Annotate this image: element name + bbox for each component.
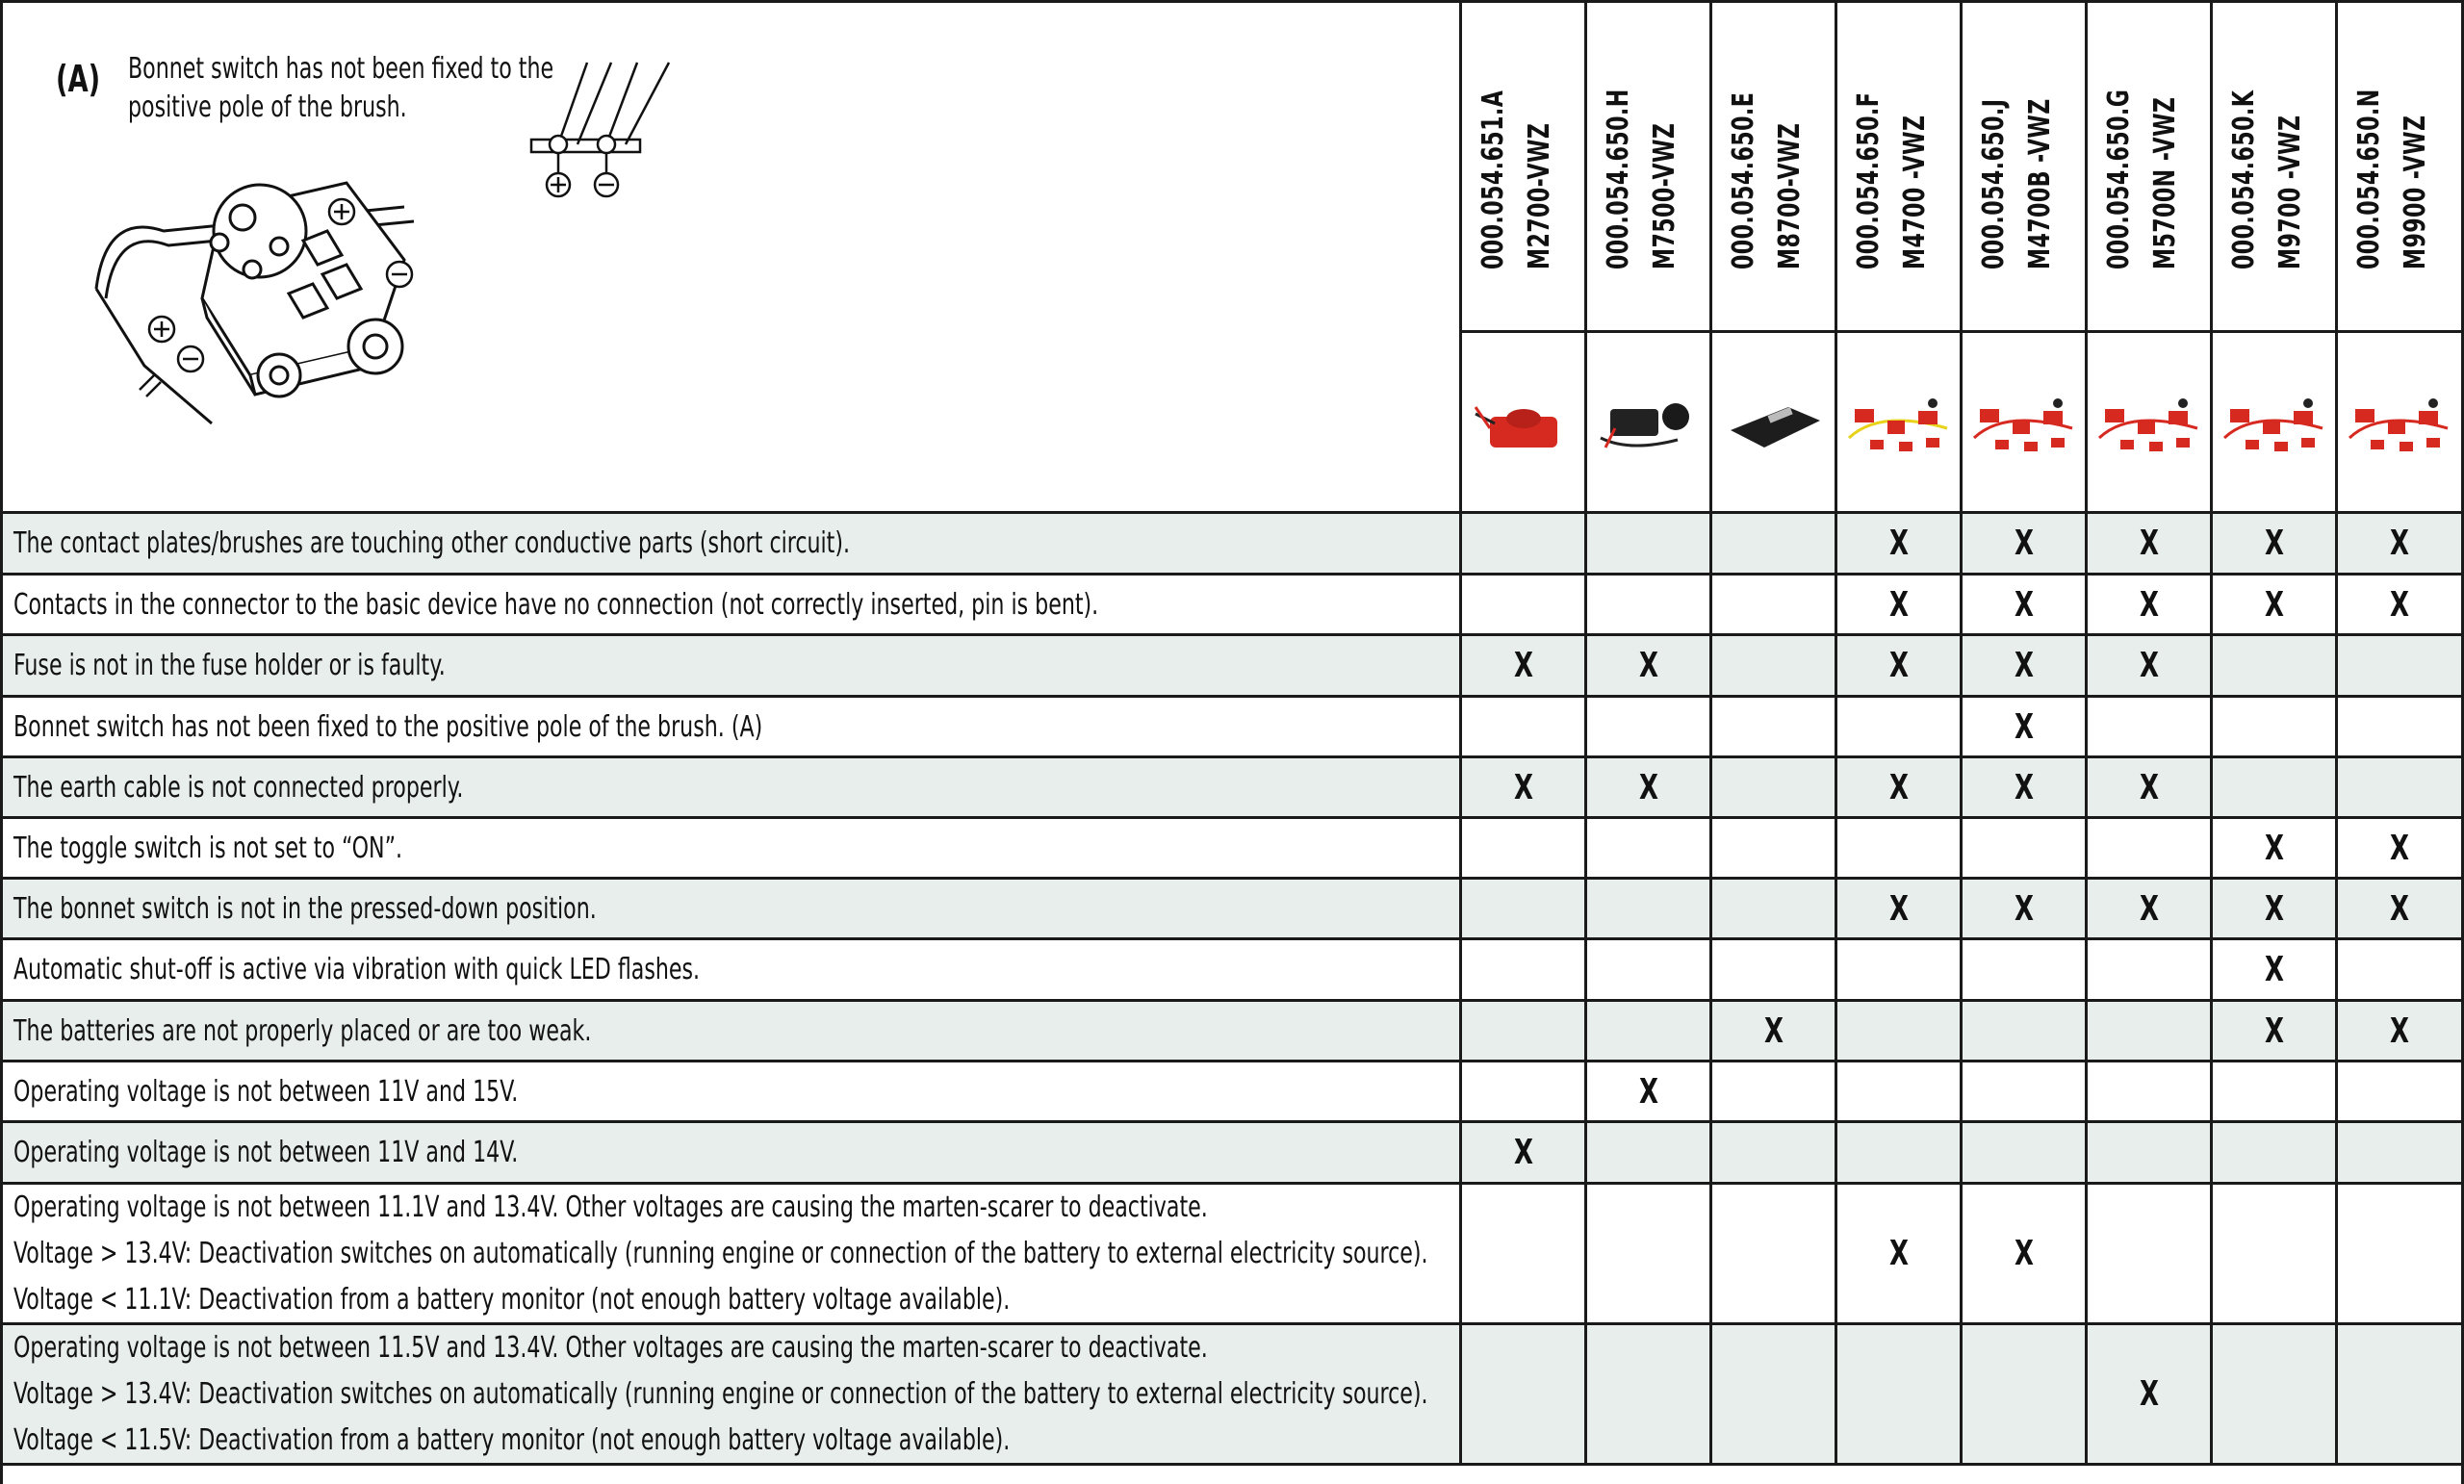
row-description: Bonnet switch has not been fixed to the positive pole of the brush. (A) <box>13 709 763 744</box>
row-description: Fuse is not in the fuse holder or is faulty. <box>13 649 446 682</box>
kit-with-red-pads-image <box>1966 371 2082 476</box>
kit-with-yellow-cable-image <box>1841 371 1957 476</box>
kit-red-large-image <box>2342 371 2457 476</box>
applies-mark: X <box>2015 584 2034 625</box>
row-description: Operating voltage is not between 11V and 14V. <box>13 1136 519 1169</box>
row-border <box>0 877 2464 880</box>
applies-mark: X <box>2265 950 2284 989</box>
column-border <box>2335 0 2338 1465</box>
column-border <box>1835 0 1837 1465</box>
row-description: Automatic shut-off is active via vibration with quick LED flashes. <box>13 953 701 986</box>
product-code: 000.054.650.E <box>1727 91 1760 269</box>
header-bottom-border <box>0 511 2464 514</box>
row-description: The batteries are not properly placed or are too weak. <box>13 1013 592 1048</box>
product-label <box>1721 58 1817 269</box>
column-border <box>2210 0 2213 1465</box>
applies-mark: X <box>1889 524 1909 563</box>
applies-mark: X <box>2390 888 2409 929</box>
product-label <box>1846 58 1942 269</box>
product-label <box>1471 58 1567 269</box>
applies-mark: X <box>2265 828 2284 868</box>
applies-mark: X <box>2140 1374 2159 1414</box>
product-model: M9700 -VWZ <box>2273 115 2307 269</box>
row-border <box>0 816 2464 819</box>
kit-with-red-cable-image <box>2217 371 2332 476</box>
row-description <box>13 1325 1428 1464</box>
column-border <box>1709 0 1712 1465</box>
applies-mark: X <box>2265 888 2284 929</box>
caption-line-1: Bonnet switch has not been fixed to the <box>128 52 554 86</box>
red-single-unit-image <box>1466 371 1581 476</box>
applies-mark: X <box>2140 584 2159 625</box>
row-description: The earth cable is not connected properly. <box>13 770 464 805</box>
applies-mark: X <box>1514 646 1533 685</box>
product-label <box>1596 58 1692 269</box>
applies-mark: X <box>1514 1133 1533 1172</box>
applies-mark: X <box>2140 524 2159 563</box>
row-description-line: Voltage > 13.4V: Deactivation switches on automatically (running engine or connection of the battery to external electricity source). <box>13 1237 1428 1270</box>
kit-with-red-boxes-image <box>2092 371 2207 476</box>
column-border <box>1960 0 1963 1465</box>
product-model: M5700N -VWZ <box>2148 96 2182 269</box>
illustration-label: (A) <box>56 58 101 100</box>
product-label <box>1971 58 2067 269</box>
applies-mark: X <box>2390 524 2409 563</box>
product-code: 000.054.650.G <box>2102 89 2136 269</box>
applies-mark: X <box>2390 828 2409 868</box>
column-border <box>2085 0 2088 1465</box>
bonnet-switch-diagram <box>87 58 703 443</box>
applies-mark: X <box>2015 646 2034 685</box>
product-code: 000.054.650.H <box>1602 89 1635 269</box>
applies-mark: X <box>1764 1011 1784 1051</box>
product-code: 000.054.651.A <box>1476 90 1510 269</box>
row-description-line: Voltage > 13.4V: Deactivation switches on automatically (running engine or connection of the battery to external electricity source). <box>13 1377 1428 1411</box>
applies-mark: X <box>2390 1011 2409 1051</box>
row-description-line: Operating voltage is not between 11.1V and 13.4V. Other voltages are causing the marten-scarer to deactivate. <box>13 1190 1208 1224</box>
applies-mark: X <box>1889 1234 1909 1273</box>
applies-mark: X <box>1639 1071 1658 1112</box>
row-description: Operating voltage is not between 11V and 15V. <box>13 1074 519 1109</box>
applies-mark: X <box>2015 888 2034 929</box>
applies-mark: X <box>1639 767 1658 807</box>
product-model: M4700B -VWZ <box>2023 98 2057 269</box>
row-description: The bonnet switch is not in the pressed-down position. <box>13 891 597 926</box>
product-code: 000.054.650.N <box>2352 89 2386 269</box>
row-description: Contacts in the connector to the basic device have no connection (not correctly inserted, pin is bent). <box>13 587 1099 622</box>
applies-mark: X <box>2015 1234 2034 1273</box>
row-description <box>13 1185 1428 1323</box>
applies-mark: X <box>2140 646 2159 685</box>
column-border <box>1584 0 1587 1465</box>
product-model: M2700-VWZ <box>1523 122 1556 269</box>
product-label <box>2221 58 2318 269</box>
row-description-line: Voltage < 11.1V: Deactivation from a battery monitor (not enough battery voltage available). <box>13 1283 1011 1317</box>
row-description-line: Voltage < 11.5V: Deactivation from a battery monitor (not enough battery voltage available). <box>13 1423 1011 1457</box>
applies-mark: X <box>1889 646 1909 685</box>
applies-mark: X <box>2015 706 2034 747</box>
applies-mark: X <box>1514 767 1533 807</box>
black-battery-box-image <box>1716 371 1832 476</box>
product-label <box>2347 58 2443 269</box>
applies-mark: X <box>2265 584 2284 625</box>
applies-mark: X <box>1889 584 1909 625</box>
applies-mark: X <box>1639 646 1658 685</box>
black-module-with-speaker-image <box>1591 371 1707 476</box>
product-model: M4700 -VWZ <box>1898 115 1932 269</box>
row-border <box>0 1120 2464 1123</box>
row-description: The toggle switch is not set to “ON”. <box>13 831 403 865</box>
thumb-separator <box>1461 330 2464 333</box>
product-code: 000.054.650.J <box>1977 98 2011 269</box>
row-border <box>0 999 2464 1002</box>
applies-mark: X <box>2265 1011 2284 1051</box>
applies-mark: X <box>1889 767 1909 807</box>
applies-mark: X <box>2015 767 2034 807</box>
table-top-border <box>0 0 2464 3</box>
product-code: 000.054.650.K <box>2227 90 2261 269</box>
applies-mark: X <box>1889 888 1909 929</box>
applies-mark: X <box>2390 584 2409 625</box>
applies-mark: X <box>2015 524 2034 563</box>
left-border <box>0 0 3 1484</box>
row-border <box>0 573 2464 576</box>
product-model: M8700-VWZ <box>1773 122 1807 269</box>
row-border <box>0 633 2464 636</box>
product-code: 000.054.650.F <box>1852 91 1886 269</box>
row-description-line: Operating voltage is not between 11.5V and 13.4V. Other voltages are causing the marten-scarer to deactivate. <box>13 1331 1208 1365</box>
applies-mark: X <box>2140 767 2159 807</box>
caption-line-2: positive pole of the brush. <box>128 90 407 124</box>
product-label <box>2096 58 2193 269</box>
applies-mark: X <box>2265 524 2284 563</box>
row-border <box>0 695 2464 698</box>
applies-mark: X <box>2140 888 2159 929</box>
row-border <box>0 937 2464 940</box>
row-border <box>0 1060 2464 1062</box>
column-border <box>1459 0 1462 1465</box>
row-description: The contact plates/brushes are touching other conductive parts (short circuit). <box>13 526 851 560</box>
product-model: M9900 -VWZ <box>2399 115 2432 269</box>
row-border <box>0 755 2464 758</box>
product-model: M7500-VWZ <box>1648 122 1681 269</box>
